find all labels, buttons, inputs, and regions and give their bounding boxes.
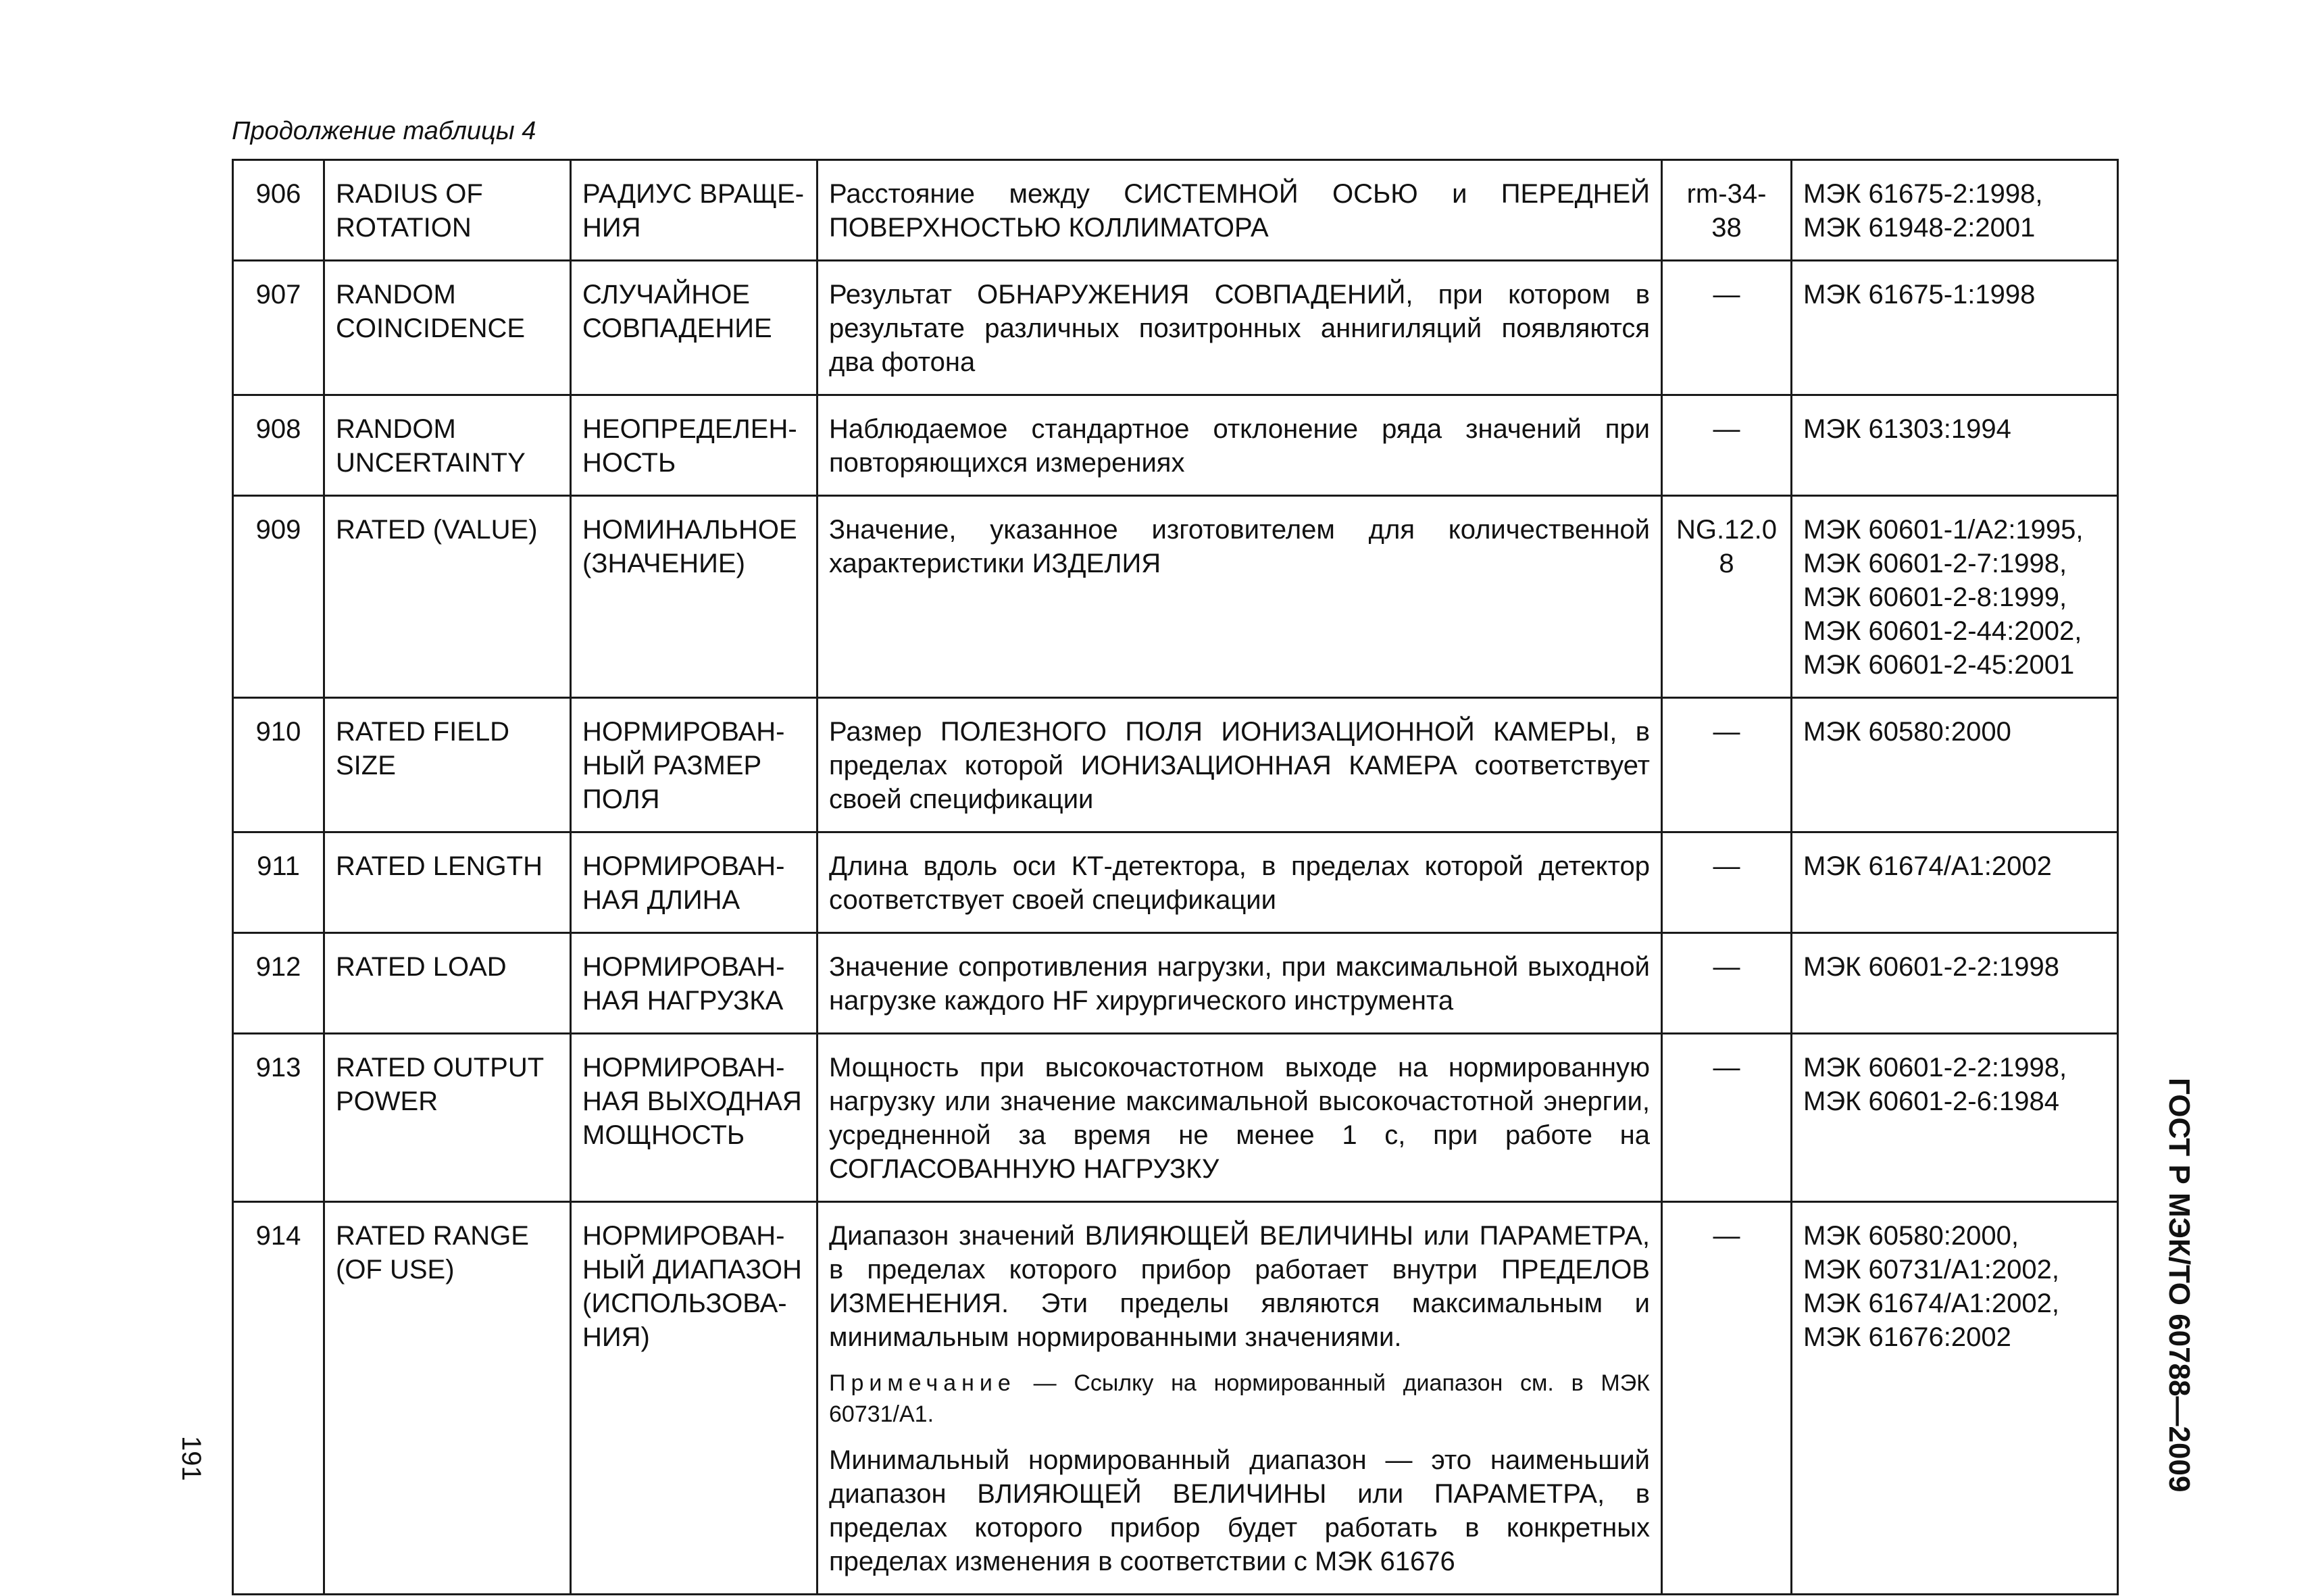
russian-term-line: НИЯ [582, 213, 641, 243]
definition-text: Мощность при высокочастотном выходе на нормированную нагрузку или значение максимальной высокочастотной энергии, усредненной за время не менее 1 с, при работе на СОГЛАСОВАННУЮ НАГРУЗКУ [829, 1053, 1650, 1184]
reference-code: NG.12.08 [1662, 496, 1792, 698]
definition-note [829, 1368, 1650, 1430]
russian-term [571, 698, 818, 832]
russian-term-line: НЫЙ РАЗМЕР [582, 751, 762, 780]
english-term-line: RANDOM [336, 280, 456, 309]
russian-term [571, 933, 818, 1034]
reference-code: — [1662, 933, 1792, 1034]
russian-term-line: НЫЙ ДИАПАЗОН [582, 1255, 802, 1285]
table-row [233, 1034, 2118, 1202]
standard-reference: МЭК 60601-2-8:1999, [1803, 582, 2067, 612]
note-label: Примечание [829, 1370, 1016, 1396]
definition-text: Размер ПОЛЕЗНОГО ПОЛЯ ИОНИЗАЦИОННОЙ КАМЕРЫ, в пределах которой ИОНИЗАЦИОННАЯ КАМЕРА соответствует своей спецификации [829, 717, 1650, 814]
table-body [233, 160, 2118, 1595]
document-title: ГОСТ Р МЭК/ТО 60788—2009 [2163, 1078, 2196, 1493]
term-number: 908 [233, 395, 324, 496]
standard-reference: МЭК 60580:2000, [1803, 1221, 2019, 1251]
term-number: 914 [233, 1202, 324, 1595]
russian-term-line: НИЯ) [582, 1322, 650, 1352]
standard-reference: МЭК 61674/A1:2002 [1803, 851, 2052, 881]
term-number: 911 [233, 832, 324, 933]
english-term-line: UNCERTAINTY [336, 448, 526, 478]
standard-references [1792, 261, 2118, 395]
russian-term-line: МОЩНОСТЬ [582, 1120, 745, 1150]
definition-text: Длина вдоль оси КТ-детектора, в пределах которой детектор соответствует своей спецификации [829, 851, 1650, 915]
standard-reference: МЭК 61674/A1:2002, [1803, 1289, 2059, 1318]
russian-term-line: НОРМИРОВАН- [582, 851, 785, 881]
english-term [324, 261, 571, 395]
definition-text: Результат ОБНАРУЖЕНИЯ СОВПАДЕНИЙ, при котором в результате различных позитронных аннигиляций появляются два фотона [829, 280, 1650, 377]
definition-extra: Минимальный нормированный диапазон — это наименьший диапазон ВЛИЯЮЩЕЙ ВЕЛИЧИНЫ или ПАРАМЕТРА, в пределах которого прибор будет работать в конкретных пределах изменения в соответствии с МЭК 61676 [829, 1445, 1650, 1576]
definition-cell [818, 1034, 1662, 1202]
russian-term [571, 261, 818, 395]
term-number: 909 [233, 496, 324, 698]
standard-reference: МЭК 61675-2:1998, [1803, 179, 2043, 209]
english-term [324, 1034, 571, 1202]
table-caption: Продолжение таблицы 4 [232, 117, 536, 145]
definition-cell [818, 496, 1662, 698]
standard-reference: МЭК 61948-2:2001 [1803, 213, 2036, 243]
russian-term-line: ПОЛЯ [582, 784, 660, 814]
table-row [233, 496, 2118, 698]
english-term-line: (OF USE) [336, 1255, 455, 1285]
russian-term-line: НОРМИРОВАН- [582, 1221, 785, 1251]
english-term [324, 395, 571, 496]
standard-reference: МЭК 61303:1994 [1803, 414, 2011, 444]
reference-code: — [1662, 261, 1792, 395]
terms-table [232, 159, 2119, 1595]
standard-reference: МЭК 61675-1:1998 [1803, 280, 2036, 309]
reference-code: rm-34-38 [1662, 160, 1792, 261]
reference-code: — [1662, 1034, 1792, 1202]
standard-references [1792, 1202, 2118, 1595]
russian-term-line: СЛУЧАЙНОЕ [582, 280, 750, 309]
standard-reference: МЭК 60601-2-44:2002, [1803, 616, 2082, 646]
english-term-line: RATED FIELD [336, 717, 510, 747]
table-row [233, 698, 2118, 832]
russian-term [571, 395, 818, 496]
standard-references [1792, 1034, 2118, 1202]
definition-text: Диапазон значений ВЛИЯЮЩЕЙ ВЕЛИЧИНЫ или ПАРАМЕТРА, в пределах которого прибор работает внутри ПРЕДЕЛОВ ИЗМЕНЕНИЯ. Эти пределы являются максимальным и минимальным нормированными значениями. [829, 1221, 1650, 1352]
definition-cell [818, 395, 1662, 496]
russian-term-line: НАЯ НАГРУЗКА [582, 986, 784, 1016]
english-term-line: RATED OUTPUT [336, 1053, 545, 1082]
definition-text: Значение сопротивления нагрузки, при максимальной выходной нагрузке каждого HF хирургического инструмента [829, 952, 1650, 1016]
table-row [233, 933, 2118, 1034]
russian-term [571, 496, 818, 698]
standard-references [1792, 160, 2118, 261]
russian-term-line: НЕОПРЕДЕЛЕН- [582, 414, 797, 444]
english-term-line: POWER [336, 1087, 438, 1116]
definition-cell [818, 160, 1662, 261]
definition-text: Наблюдаемое стандартное отклонение ряда значений при повторяющихся измерениях [829, 414, 1650, 478]
standard-references [1792, 496, 2118, 698]
russian-term-line: НОРМИРОВАН- [582, 717, 785, 747]
standard-references [1792, 933, 2118, 1034]
standard-reference: МЭК 60601-2-6:1984 [1803, 1087, 2059, 1116]
definition-cell [818, 261, 1662, 395]
definition-cell [818, 933, 1662, 1034]
reference-code: — [1662, 698, 1792, 832]
english-term-line: RANDOM [336, 414, 456, 444]
standard-reference: МЭК 61676:2002 [1803, 1322, 2011, 1352]
russian-term-line: НОРМИРОВАН- [582, 952, 785, 982]
term-number: 913 [233, 1034, 324, 1202]
reference-code: — [1662, 1202, 1792, 1595]
table-row [233, 1202, 2118, 1595]
english-term-line: RATED LOAD [336, 952, 507, 982]
russian-term-line: СОВПАДЕНИЕ [582, 314, 772, 343]
english-term [324, 160, 571, 261]
russian-term-line: НАЯ ДЛИНА [582, 885, 740, 915]
table-row [233, 160, 2118, 261]
term-number: 907 [233, 261, 324, 395]
definition-text: Расстояние между СИСТЕМНОЙ ОСЬЮ и ПЕРЕДНЕЙ ПОВЕРХНОСТЬЮ КОЛЛИМАТОРА [829, 179, 1650, 243]
standard-references [1792, 832, 2118, 933]
definition-cell [818, 698, 1662, 832]
definition-cell [818, 832, 1662, 933]
table-row [233, 832, 2118, 933]
term-number: 910 [233, 698, 324, 832]
page-number: 191 [176, 1436, 206, 1481]
russian-term [571, 160, 818, 261]
term-number: 906 [233, 160, 324, 261]
reference-code: — [1662, 395, 1792, 496]
definition-cell [818, 1202, 1662, 1595]
russian-term-line: НОСТЬ [582, 448, 676, 478]
note-text: — Ссылку на нормированный диапазон см. в МЭК 60731/A1. [829, 1370, 1650, 1427]
russian-term-line: РАДИУС ВРАЩЕ- [582, 179, 805, 209]
standard-references [1792, 698, 2118, 832]
standard-reference: МЭК 60601-2-45:2001 [1803, 650, 2075, 680]
english-term-line: SIZE [336, 751, 396, 780]
russian-term-line: (ИСПОЛЬЗОВА- [582, 1289, 787, 1318]
standard-reference: МЭК 60601-2-7:1998, [1803, 549, 2067, 578]
english-term [324, 1202, 571, 1595]
reference-code: — [1662, 832, 1792, 933]
russian-term-line: НОМИНАЛЬНОЕ [582, 515, 797, 545]
russian-term-line: НАЯ ВЫХОДНАЯ [582, 1087, 802, 1116]
standard-references [1792, 395, 2118, 496]
russian-term [571, 1034, 818, 1202]
table-row [233, 395, 2118, 496]
english-term [324, 698, 571, 832]
english-term-line: RADIUS OF [336, 179, 483, 209]
russian-term [571, 1202, 818, 1595]
russian-term-line: НОРМИРОВАН- [582, 1053, 785, 1082]
english-term-line: RATED LENGTH [336, 851, 543, 881]
standard-reference: МЭК 60601-2-2:1998 [1803, 952, 2059, 982]
definition-text: Значение, указанное изготовителем для количественной характеристики ИЗДЕЛИЯ [829, 515, 1650, 578]
russian-term [571, 832, 818, 933]
english-term-line: ROTATION [336, 213, 472, 243]
russian-term-line: (ЗНАЧЕНИЕ) [582, 549, 745, 578]
table-row [233, 261, 2118, 395]
english-term-line: RATED RANGE [336, 1221, 529, 1251]
english-term [324, 496, 571, 698]
english-term-line: RATED (VALUE) [336, 515, 538, 545]
english-term [324, 933, 571, 1034]
standard-reference: МЭК 60601-2-2:1998, [1803, 1053, 2067, 1082]
standard-reference: МЭК 60580:2000 [1803, 717, 2011, 747]
english-term [324, 832, 571, 933]
standard-reference: МЭК 60731/A1:2002, [1803, 1255, 2059, 1285]
term-number: 912 [233, 933, 324, 1034]
english-term-line: COINCIDENCE [336, 314, 526, 343]
standard-reference: МЭК 60601-1/A2:1995, [1803, 515, 2084, 545]
